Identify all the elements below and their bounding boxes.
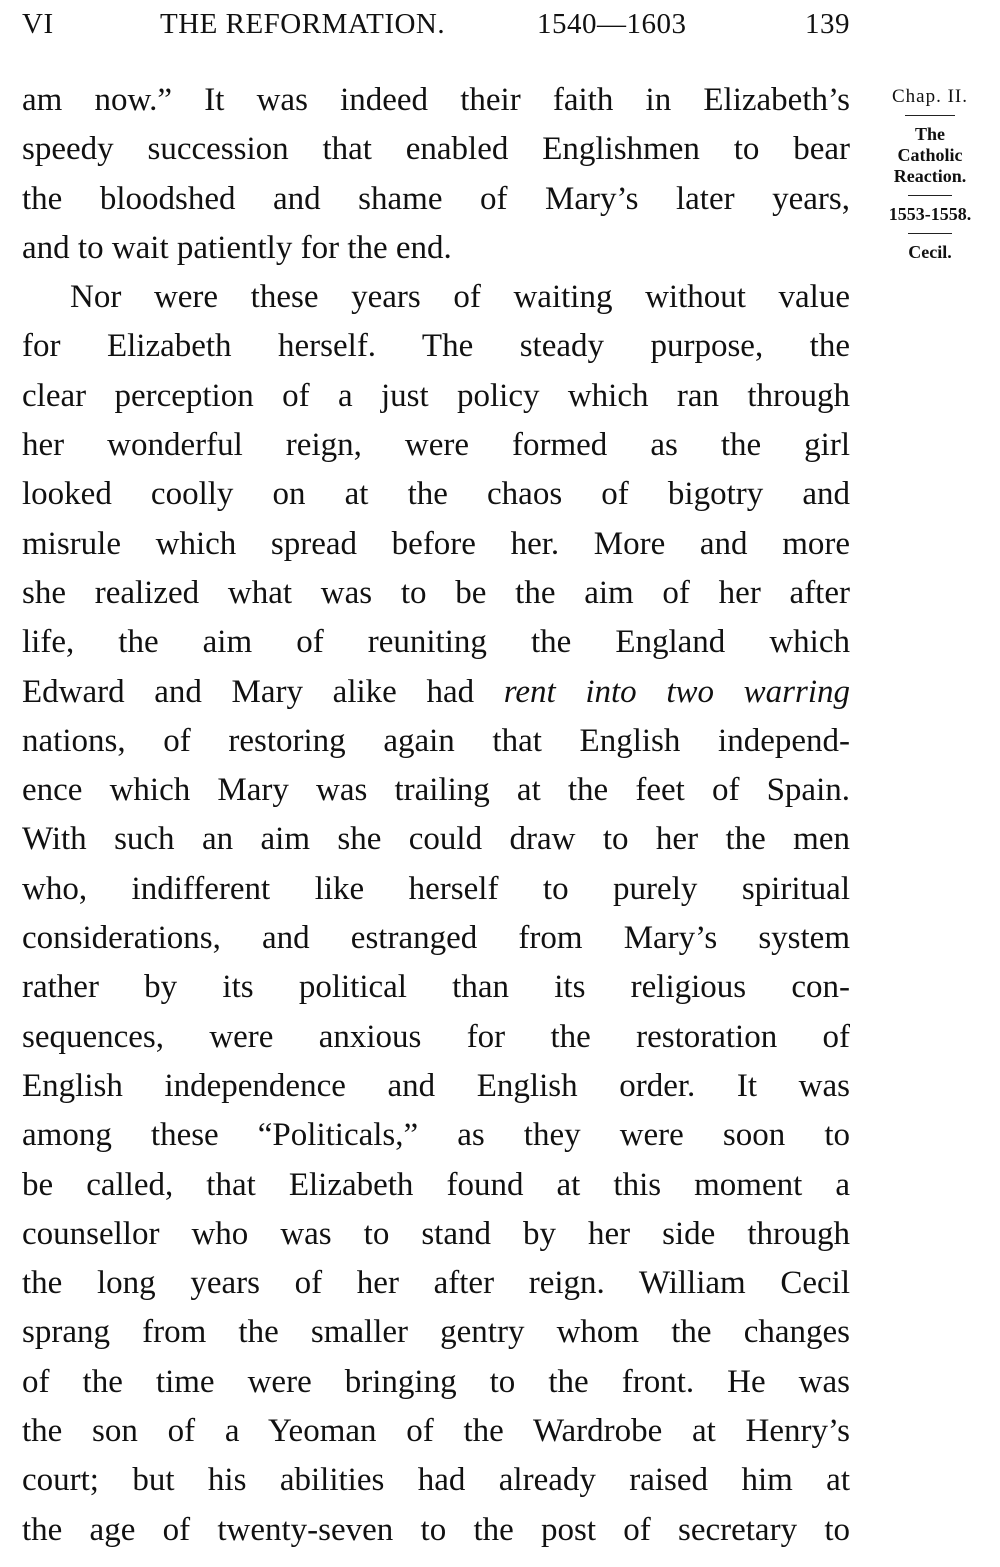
text-line: and to wait patiently for the end. [22, 229, 452, 266]
text-line: among these “Politicals,” as they were soon to [22, 1117, 850, 1154]
text-line: for Elizabeth herself. The steady purpose, the [22, 328, 850, 365]
text-line: life, the aim of reuniting the England which [22, 624, 850, 661]
text-line: the son of a Yeoman of the Wardrobe at Henry’s [22, 1413, 850, 1450]
margin-years: 1553-1558. [888, 204, 972, 224]
date-range: 1540—1603 [537, 8, 687, 40]
body-text [22, 76, 850, 1555]
text-line: sprang from the smaller gentry whom the changes [22, 1314, 850, 1351]
margin-topic: Cecil. [908, 242, 952, 262]
text-line: who, indifferent like herself to purely spiritual [22, 870, 850, 907]
margin-divider [908, 233, 952, 234]
running-title: THE REFORMATION. [160, 8, 446, 40]
text-line: nations, of restoring again that English independ- [22, 722, 850, 759]
text-line: sequences, were anxious for the restoration of [22, 1018, 850, 1055]
text-line: considerations, and estranged from Mary’s system [22, 920, 850, 957]
text-line: of the time were bringing to the front. He was [22, 1363, 850, 1400]
margin-chapter: Chap. II. [891, 86, 968, 107]
text-line: be called, that Elizabeth found at this moment a [22, 1166, 850, 1203]
page-number: 139 [805, 8, 850, 40]
text-line: the age of twenty-seven to the post of secretary to [22, 1511, 850, 1548]
text-line: the bloodshed and shame of Mary’s later years, [22, 180, 850, 217]
text-line: ence which Mary was trailing at the feet of Spain. [22, 772, 850, 809]
text-line: she realized what was to be the aim of her after [22, 574, 850, 611]
text-line: looked coolly on at the chaos of bigotry and [22, 476, 850, 513]
margin-divider [905, 115, 955, 116]
text-line: English independence and English order. It was [22, 1067, 850, 1104]
italic-text-segment: rent into two warring [503, 673, 851, 710]
margin-heading-line: The [914, 124, 945, 144]
text-line: clear perception of a just policy which ran through [22, 377, 850, 414]
text-line: the long years of her after reign. William Cecil [22, 1265, 850, 1302]
margin-heading-line: Catholic [897, 145, 963, 165]
text-line: speedy succession that enabled Englishmen to bear [22, 131, 850, 168]
margin-divider [908, 195, 952, 196]
section-number: VI [22, 8, 54, 40]
text-line: With such an aim she could draw to her the men [22, 821, 850, 858]
running-header [22, 4, 850, 44]
text-line-segment: Edward and Mary alike had [22, 673, 475, 710]
margin-notes [866, 86, 994, 263]
text-line: rather by its political than its religious con- [22, 969, 850, 1006]
margin-heading-line: Reaction. [893, 166, 967, 186]
text-line: am now.” It was indeed their faith in Elizabeth’s [22, 82, 850, 118]
text-line [22, 668, 850, 717]
text-line: her wonderful reign, were formed as the girl [22, 427, 850, 464]
paragraph-first-line: Nor were these years of waiting without value [70, 279, 850, 316]
text-line: counsellor who was to stand by her side through [22, 1215, 850, 1252]
text-line: misrule which spread before her. More and more [22, 525, 850, 562]
text-line: court; but his abilities had already raised him at [22, 1462, 850, 1499]
